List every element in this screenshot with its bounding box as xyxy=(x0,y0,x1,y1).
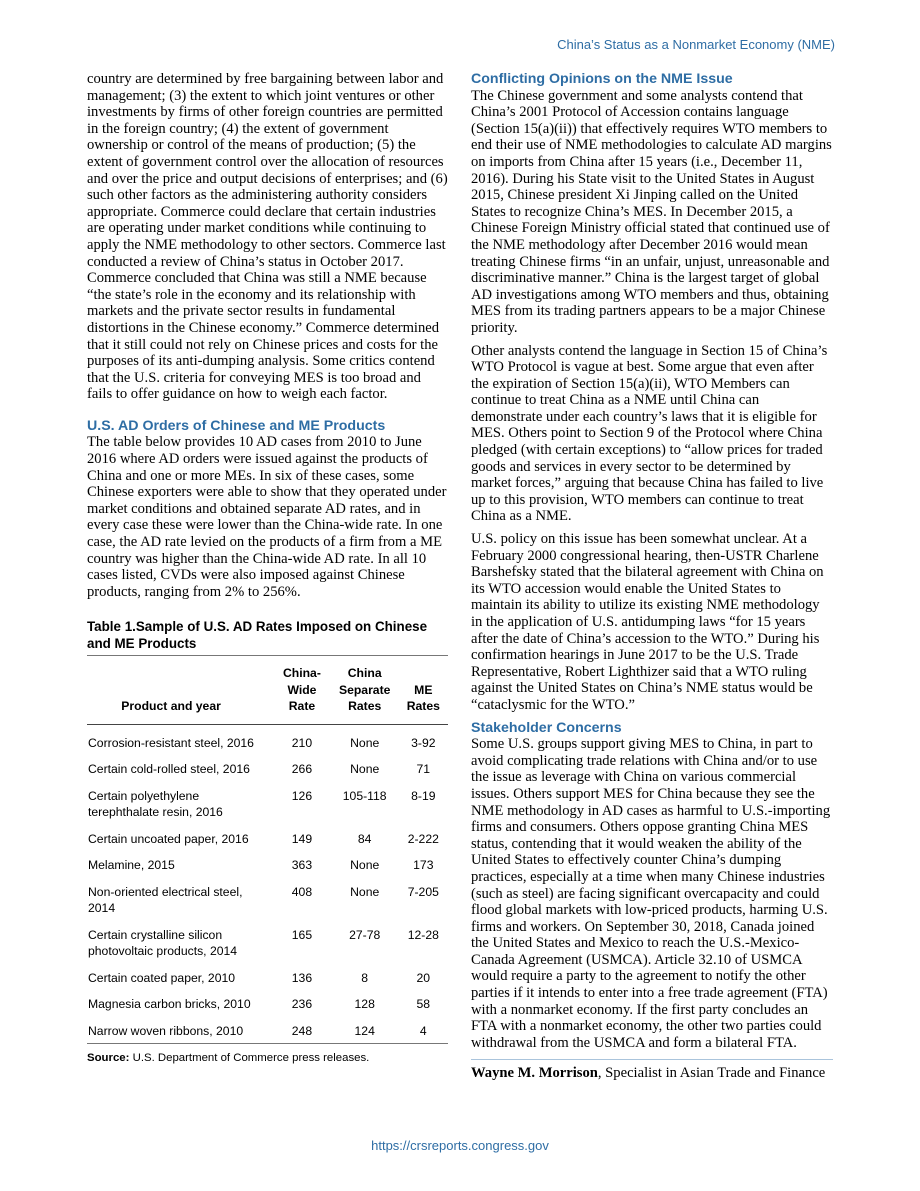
cell-product: Melamine, 2015 xyxy=(88,858,175,873)
cell-china-wide-rate: 165 xyxy=(291,927,313,942)
intro-paragraph: country are determined by free bargaining between labor and management; (3) the extent to which joint ventures or other investments by firms of other foreign countries are permitted in the foreign country; (4) the extent of government ownership or control of the means of production; (5) the extent of government control over the allocation of resources and over the price and output decisions of enterprises; and (6) such other factors as the administering authority considers appropriate. Commerce could declare that certain industries are operating under market conditions while continuing to apply the NME methodology to other sectors. Commerce last conducted a review of China’s status in October 2017. Commerce concluded that China was still a NME because “the state’s role in the economy and its relationship with markets and the private sector results in fundamental distortions in the Chinese economy.” Commerce determined that it still could not rely on Chinese prices and costs for the purposes of its anti-dumping analysis. Some critics contend that the U.S. criteria for conveying MES is too broad and fails to offer guidance on how to weigh each factor. xyxy=(87,71,448,403)
cell-product: Certain cold-rolled steel, 2016 xyxy=(88,762,250,777)
cell-me-rates: 8-19 xyxy=(411,788,436,803)
table-title: Table 1.Sample of U.S. AD Rates Imposed on Chinese and ME Products xyxy=(87,618,448,656)
stakeholder-paragraph: Some U.S. groups support giving MES to China, in part to avoid complicating trade relations with China and/or to use the issue as leverage with China on various commercial issues. Others support MES for China because they see the NME methodology in AD cases as harmful to U.S.-importing firms and consumers. Others oppose granting China MES status, contending that it would weaken the ability of the United States to effectively counter China’s dumping practices, especially at a time when many Chinese industries (such as steel) are facing significant overcapacity and could flood global markets with low-priced products, harming U.S. firms and workers. On September 30, 2018, Canada joined the United States and Mexico to reach the U.S.-Mexico-Canada Agreement (USMCA). Article 32.10 of USMCA would require a party to the agreement to notify the other parties if it intends to enter into a free trade agreement (FTA) with a nonmarket economy. If the first party concludes an FTA with a nonmarket economy, the other two parties could withdrawal from the USMCA and form a bilateral FTA. xyxy=(471,736,831,1051)
cell-me-rates: 71 xyxy=(416,762,431,777)
cell-china-separate-rates: 105-118 xyxy=(342,788,387,803)
cell-china-separate-rates: None xyxy=(350,735,380,750)
table-row xyxy=(87,786,448,829)
table-row xyxy=(87,994,448,1021)
table-row xyxy=(87,724,448,759)
table-row xyxy=(87,925,448,968)
cell-china-wide-rate: 248 xyxy=(291,1023,313,1038)
conflicting-paragraph-3: U.S. policy on this issue has been somewhat unclear. At a February 2000 congressional hearing, then-USTR Charlene Barshefsky stated that the bilateral agreement with China on its WTO accession would enable the United States to maintain its ability to utilize its existing NME methodology in the application of U.S. antidumping laws “for 15 years after the date of China’s accession to the WTO.” During his confirmation hearings in June 2017 to be the U.S. Trade Representative, Robert Lighthizer said that a WTO ruling against the United States on China’s NME status would be “cataclysmic for the WTO.” xyxy=(471,531,824,713)
author-title: , Specialist in Asian Trade and Finance xyxy=(597,1065,826,1082)
cell-china-wide-rate: 149 xyxy=(291,831,313,846)
author-name: Wayne M. Morrison xyxy=(471,1065,598,1082)
table-row xyxy=(87,759,448,786)
cell-china-separate-rates: 128 xyxy=(354,997,375,1012)
right-column xyxy=(471,71,833,1082)
cell-china-wide-rate: 126 xyxy=(291,788,313,803)
table-header-row xyxy=(87,656,448,724)
author-signature xyxy=(471,1059,833,1082)
source-text: U.S. Department of Commerce press releases. xyxy=(129,1052,370,1065)
ad-rates-table xyxy=(87,656,448,1044)
cell-china-separate-rates: 27-78 xyxy=(349,927,381,942)
col-header-china-separate: China Separate Rates xyxy=(331,656,399,724)
cell-product: Corrosion-resistant steel, 2016 xyxy=(88,735,254,750)
cell-china-wide-rate: 136 xyxy=(291,970,313,985)
cell-me-rates: 58 xyxy=(416,997,431,1012)
cell-me-rates: 7-205 xyxy=(407,884,439,899)
cell-product: Magnesia carbon bricks, 2010 xyxy=(88,997,251,1012)
footer-url[interactable]: https://crsreports.congress.gov xyxy=(371,1138,549,1153)
cell-product: Certain coated paper, 2010 xyxy=(88,970,236,985)
col-header-product: Product and year xyxy=(87,656,273,724)
cell-china-separate-rates: 124 xyxy=(354,1023,375,1038)
cell-me-rates: 4 xyxy=(419,1023,427,1038)
cell-product: Narrow woven ribbons, 2010 xyxy=(88,1023,244,1038)
cell-product: Certain uncoated paper, 2016 xyxy=(88,831,249,846)
conflicting-paragraph-2: Other analysts contend the language in Section 15 of China’s WTO Protocol is vague at best. Some argue that even after the expiration of Section 15(a)(ii), WTO Members can continue to treat China as a NME until China can demonstrate under each country’s laws that it is eligible for MES. Others point to Section 9 of the Protocol where China pledged (with certain exceptions) to “allow prices for traded goods and services in every sector to be determined by market forces,” arguing that because China has failed to live up to this provision, WTO members can continue to treat China as a NME. xyxy=(471,342,828,525)
col-header-china-wide: China-Wide Rate xyxy=(273,656,331,724)
section-heading-stakeholder: Stakeholder Concerns xyxy=(471,719,622,736)
source-label: Source: xyxy=(87,1052,130,1065)
table-source xyxy=(87,1050,448,1067)
cell-me-rates: 20 xyxy=(416,970,431,985)
cell-product: Non-oriented electrical steel, 2014 xyxy=(88,884,243,916)
cell-china-wide-rate: 408 xyxy=(291,884,313,899)
cell-me-rates: 2-222 xyxy=(407,831,439,846)
cell-china-separate-rates: 8 xyxy=(361,970,369,985)
cell-product: Certain polyethylene terephthalate resin, 2016 xyxy=(88,788,223,820)
section-heading-ad-orders: U.S. AD Orders of Chinese and ME Products xyxy=(87,417,386,434)
cell-me-rates: 173 xyxy=(413,858,434,873)
cell-china-wide-rate: 236 xyxy=(291,997,313,1012)
conflicting-paragraph-1: The Chinese government and some analysts contend that China’s 2001 Protocol of Accession contains language (Section 15(a)(ii)) that effectively requires WTO members to end their use of NME methodologies to calculate AD margins on imports from China after 15 years (i.e., December 11, 2016). During his State visit to the United States in August 2015, Chinese president Xi Jinping called on the United States to recognize China’s MES. In December 2015, a Chinese Foreign Ministry official stated that continued use of the NME methodology after December 2016 would mean treating Chinese firms “in an unfair, unjust, unreasonable and discriminative manner.” China is the largest target of global AD investigations among WTO members and thus, obtaining MES from its trading partners appears to be a major Chinese priority. xyxy=(471,87,832,336)
cell-me-rates: 3-92 xyxy=(411,735,436,750)
table-row xyxy=(87,1021,448,1044)
col-header-me-rates: ME Rates xyxy=(399,656,448,724)
cell-china-wide-rate: 363 xyxy=(291,858,313,873)
cell-product: Certain crystalline silicon photovoltaic products, 2014 xyxy=(88,927,238,959)
cell-china-separate-rates: None xyxy=(350,884,380,899)
cell-china-wide-rate: 210 xyxy=(291,735,313,750)
table-row xyxy=(87,855,448,882)
cell-me-rates: 12-28 xyxy=(407,927,439,942)
cell-china-separate-rates: None xyxy=(350,762,380,777)
table-row xyxy=(87,829,448,856)
table-row xyxy=(87,968,448,995)
cell-china-wide-rate: 266 xyxy=(291,762,313,777)
cell-china-separate-rates: 84 xyxy=(357,831,372,846)
section-heading-conflicting: Conflicting Opinions on the NME Issue xyxy=(471,71,733,87)
table-row xyxy=(87,882,448,925)
left-column xyxy=(87,71,448,1067)
ad-orders-paragraph: The table below provides 10 AD cases from 2010 to June 2016 where AD orders were issued against the products of China and one or more MEs. In six of these cases, some Chinese exporters were able to show that they operated under market conditions and obtained separate AD rates, and in every case these were lower than the China-wide rate. In one case, the AD rate levied on the products of a firm from a ME country was higher than the China-wide AD rate. In all 10 cases listed, CVDs were also imposed against Chinese products, ranging from 2% to 256%. xyxy=(87,434,447,600)
running-header: China’s Status as a Nonmarket Economy (NME) xyxy=(557,37,835,52)
cell-china-separate-rates: None xyxy=(350,858,380,873)
